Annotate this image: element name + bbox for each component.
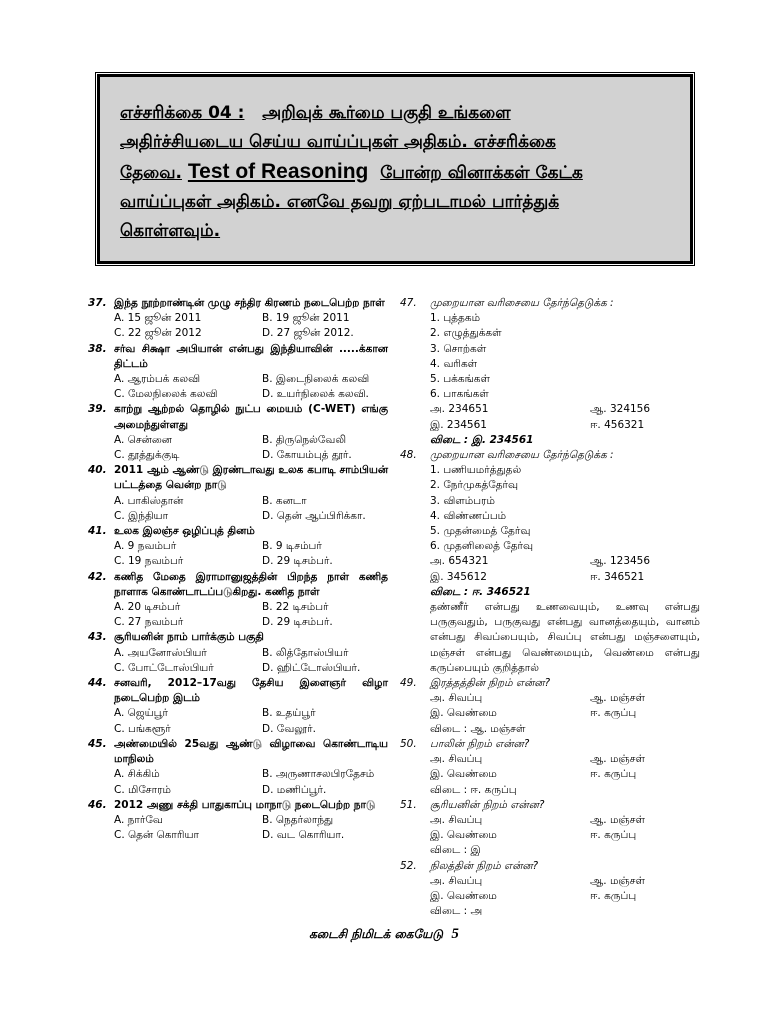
answer: விடை : இ. 234561 (430, 433, 534, 446)
question-text: இந்த நூற்றாண்டின் முழு சந்திர கிரணம் நடைபெற்ற நாள் (114, 297, 385, 309)
options (88, 311, 388, 341)
options (88, 600, 388, 630)
option: C. போட்டோஸ்பியர் (114, 661, 214, 674)
question-head (88, 798, 388, 813)
option: C. இந்தியா (114, 509, 169, 522)
answer: விடை : அ (430, 905, 483, 918)
option: C. 22 ஜூன் 2012 (114, 327, 202, 340)
question-text: காற்று ஆற்றல் தொழில் நுட்ப மையம் (C-WET) எங்கு அமைந்துள்ளது (114, 403, 388, 431)
option: அ. சிவப்பு (430, 874, 483, 887)
question-37 (88, 296, 388, 342)
warning-english-phrase: Test of Reasoning (187, 160, 369, 183)
question-number: 44. (88, 677, 107, 690)
question-head (88, 463, 388, 493)
question-number: 49. (400, 677, 417, 690)
question-number: 50. (400, 737, 417, 750)
option: ஆ. 123456 (590, 555, 651, 568)
option: C. 19 நவம்பர் (114, 555, 184, 568)
question-text: முறையான வரிசையை தேர்ந்தெடுக்க : (430, 297, 614, 309)
options (400, 691, 700, 721)
option: A. 9 நவம்பர் (114, 540, 177, 553)
option: இ. வெண்மை (430, 707, 497, 720)
option: அ. சிவப்பு (430, 753, 483, 766)
right-column (400, 296, 700, 919)
option: A. ஆரம்பக் கலவி (114, 373, 201, 386)
answer: விடை : ஆ. மஞ்சள் (430, 722, 526, 735)
option: A. அயனோஸ்பியர் (114, 646, 207, 659)
option: B. இடைநிலைக் கலவி (262, 373, 370, 386)
option: B. கனடா (262, 494, 307, 507)
question-39 (88, 402, 388, 463)
options (400, 813, 700, 843)
option: D. உயர்நிலைக் கலவி. (262, 388, 369, 401)
list-item: 4. வரிகள் (430, 357, 478, 370)
option: ஈ. கருப்பு (590, 707, 637, 720)
question-text: பாலின் நிறம் என்ன? (430, 737, 530, 750)
question-head (400, 737, 700, 752)
list-item: 3. சொற்கள் (430, 342, 487, 355)
option: C. 27 நவம்பர் (114, 616, 184, 629)
question-41 (88, 524, 388, 570)
list-item: 6. பாகங்கள் (430, 388, 489, 401)
option: அ. சிவப்பு (430, 692, 483, 705)
question-50 (400, 737, 700, 798)
passage: தண்ணீர் என்பது உணவையும், உணவு என்பது பருகுவதும், பருகுவது என்பது வானத்தையும், வானம் என்பது சிவப்பையும், சிவப்பு என்பது மஞ்சளையும், மஞ்சள் என்பது வெண்மையும், வெண்மை என்பது கருப்பையும் குறித்தால் (430, 601, 700, 674)
question-head (88, 630, 388, 645)
options (88, 433, 388, 463)
warning-line: அறிவுக் கூர்மை பகுதி உங்களை (262, 103, 511, 123)
question-head (400, 798, 700, 813)
question-head (88, 402, 388, 432)
option: B. 19 ஜூன் 2011 (262, 312, 350, 325)
question-49 (400, 676, 700, 737)
question-number: 40. (88, 464, 107, 477)
options (400, 874, 700, 904)
question-text: நிலத்தின் நிறம் என்ன? (430, 859, 539, 872)
option: B. திருநெல்வேலி (262, 433, 347, 446)
option: A. சென்னை (114, 433, 172, 446)
warning-line: போன்ற வினாக்கள் கேட்க (380, 163, 583, 183)
list-item: 1. பணியமர்த்துதல் (430, 464, 522, 477)
question-number: 42. (88, 570, 107, 583)
question-number: 45. (88, 737, 107, 750)
option: D. 29 டிசம்பர். (262, 555, 333, 568)
question-text: 2011 ஆம் ஆண்டு இரண்டாவது உலக கபாடி சாம்பியன் பட்டத்தை வென்ற நாடு (114, 464, 388, 492)
question-48 (400, 448, 700, 600)
options (88, 706, 388, 736)
question-52 (400, 859, 700, 920)
question-text: சனவரி, 2012–17வது தேசிய இளைஞர் விழா நடைபெற்ற இடம் (114, 677, 388, 705)
question-head (88, 676, 388, 706)
option: ஆ. 324156 (590, 403, 651, 416)
option: அ. சிவப்பு (430, 813, 483, 826)
option: ஈ. 346521 (590, 570, 645, 583)
option: ஆ. மஞ்சள் (590, 874, 645, 887)
warning-line: தேவை. (120, 163, 182, 183)
question-number: 51. (400, 798, 417, 811)
page-number: 5 (451, 926, 459, 942)
options (88, 813, 388, 843)
answer: விடை : ஈ. கருப்பு (430, 783, 517, 796)
option: அ. 234651 (430, 403, 489, 416)
option: C. தென் கொரியா (114, 829, 199, 842)
option: B. 9 டிசம்பர் (262, 540, 322, 553)
options (88, 646, 388, 676)
question-number: 46. (88, 798, 107, 811)
option: ஈ. கருப்பு (590, 829, 637, 842)
list-item: 1. புத்தகம் (430, 312, 481, 325)
warning-line: வாய்ப்புகள் அதிகம். எனவே தவறு ஏற்படாமல் பார்த்துக் (120, 192, 560, 212)
question-text: அண்மையில் 25வது ஆண்டு விழாவை கொண்டாடிய மாநிலம் (114, 737, 388, 766)
option: C. மிசோரம் (114, 783, 171, 796)
answer: விடை : இ (430, 844, 481, 857)
page-footer (0, 926, 768, 943)
question-text: முறையான வரிசையை தேர்ந்தெடுக்க : (430, 449, 614, 462)
question-number: 43. (88, 631, 107, 644)
option: A. நார்வே (114, 813, 163, 826)
question-number: 37. (88, 297, 107, 309)
option: D. கோயம்புத் தூர். (262, 449, 352, 462)
option: A. ஜெய்பூர் (114, 707, 168, 720)
list-item: 3. விளம்பரம் (430, 494, 495, 507)
option: D. வேலூர். (262, 722, 316, 735)
question-number: 47. (400, 297, 417, 309)
question-head (88, 737, 388, 767)
option: B. அருணாசலபிரதேசம் (262, 768, 375, 781)
question-46 (88, 798, 388, 844)
option: A. 15 ஜூன் 2011 (114, 312, 202, 325)
option: ஈ. கருப்பு (590, 768, 637, 781)
warning-box (97, 74, 693, 264)
option: D. 29 டிசம்பர். (262, 616, 333, 629)
question-head (400, 859, 700, 874)
question-text: சூரியனின் நாம் பார்க்கும் பகுதி (114, 631, 264, 644)
question-51 (400, 798, 700, 859)
question-40 (88, 463, 388, 524)
option: ஆ. மஞ்சள் (590, 753, 645, 766)
option: இ. 234561 (430, 418, 487, 431)
option: A. பாகிஸ்தான் (114, 494, 184, 507)
question-45 (88, 737, 388, 798)
option: இ. வெண்மை (430, 889, 497, 902)
question-text: சர்வ சிக்ஷா அபியான் என்பது இந்தியாவின் .....க்கான திட்டம் (114, 342, 388, 370)
question-number: 52. (400, 859, 417, 872)
question-42 (88, 570, 388, 631)
options (88, 539, 388, 569)
option: C. தூத்துக்குடி (114, 449, 180, 462)
option: C. பங்களூர் (114, 722, 171, 735)
option: B. 22 டிசம்பர் (262, 601, 329, 614)
question-text: 2012 அணு சக்தி பாதுகாப்பு மாநாடு நடைபெற்ற நாடு (114, 798, 376, 811)
list-item: 5. முதன்மைத் தேர்வு (430, 525, 531, 538)
question-43 (88, 630, 388, 676)
question-44 (88, 676, 388, 737)
option: அ. 654321 (430, 555, 489, 568)
options (400, 752, 700, 782)
question-text: கணித மேதை இராமானுஜத்தின் பிறந்த நாள் கணித நாளாக கொண்டாடப்படுகிறது. கணித நாள் (114, 570, 388, 598)
list-item: 6. முதனிலைத் தேர்வு (430, 540, 534, 553)
options (88, 767, 388, 797)
question-text: உலக இலஞ்ச ஒழிப்புத் தினம் (114, 525, 255, 538)
question-text: இரத்தத்தின் நிறம் என்ன? (430, 677, 551, 690)
option: B. லித்தோஸ்பியர் (262, 646, 349, 659)
warning-heading: எச்சரிக்கை 04 : (120, 103, 245, 123)
option: D. வட கொரியா. (262, 829, 345, 842)
question-number: 39. (88, 403, 107, 416)
option: D. 27 ஜூன் 2012. (262, 327, 354, 340)
option: இ. வெண்மை (430, 829, 497, 842)
option: D. ஹிட்டோஸ்பியர். (262, 661, 361, 674)
question-text: சூரியனின் நிறம் என்ன? (430, 798, 545, 811)
option: ஆ. மஞ்சள் (590, 813, 645, 826)
options (88, 372, 388, 402)
option: B. நெதர்லாந்து (262, 813, 334, 826)
warning-text (108, 85, 682, 253)
question-47 (400, 296, 700, 448)
answer: விடை : ஈ. 346521 (430, 585, 531, 598)
list-item: 2. எழுத்துக்கள் (430, 327, 502, 340)
option: B. உதய்பூர் (262, 707, 316, 720)
question-38 (88, 342, 388, 403)
list-item: 5. பக்கங்கள் (430, 373, 490, 386)
question-number: 41. (88, 525, 107, 538)
warning-line: அதிர்ச்சியடைய செய்ய வாய்ப்புகள் அதிகம். எச்சரிக்கை (120, 132, 556, 152)
question-head (400, 676, 700, 691)
option: C. மேலநிலைக் கலவி (114, 388, 218, 401)
option: A. 20 டிசம்பர் (114, 601, 181, 614)
option: D. மணிப்பூர். (262, 783, 327, 796)
question-number: 38. (88, 342, 107, 355)
option: ஆ. மஞ்சள் (590, 692, 645, 705)
footer-title: கடைசி நிமிடக் கையேடு (309, 927, 443, 941)
question-head (88, 570, 388, 600)
question-head (88, 296, 388, 311)
left-column (88, 296, 388, 843)
option: இ. வெண்மை (430, 768, 497, 781)
question-head (88, 524, 388, 539)
question-head (88, 342, 388, 372)
warning-line: கொள்ளவும். (120, 221, 221, 241)
question-number: 48. (400, 449, 417, 462)
list-item: 4. விண்ணப்பம் (430, 509, 507, 522)
option: D. தென் ஆப்பிரிக்கா. (262, 509, 366, 522)
options (88, 494, 388, 524)
option: ஈ. கருப்பு (590, 889, 637, 902)
option: A. சிக்கிம் (114, 768, 160, 781)
option: ஈ. 456321 (590, 418, 645, 431)
list-item: 2. நேர்முகத்தேர்வு (430, 479, 519, 492)
option: இ. 345612 (430, 570, 487, 583)
